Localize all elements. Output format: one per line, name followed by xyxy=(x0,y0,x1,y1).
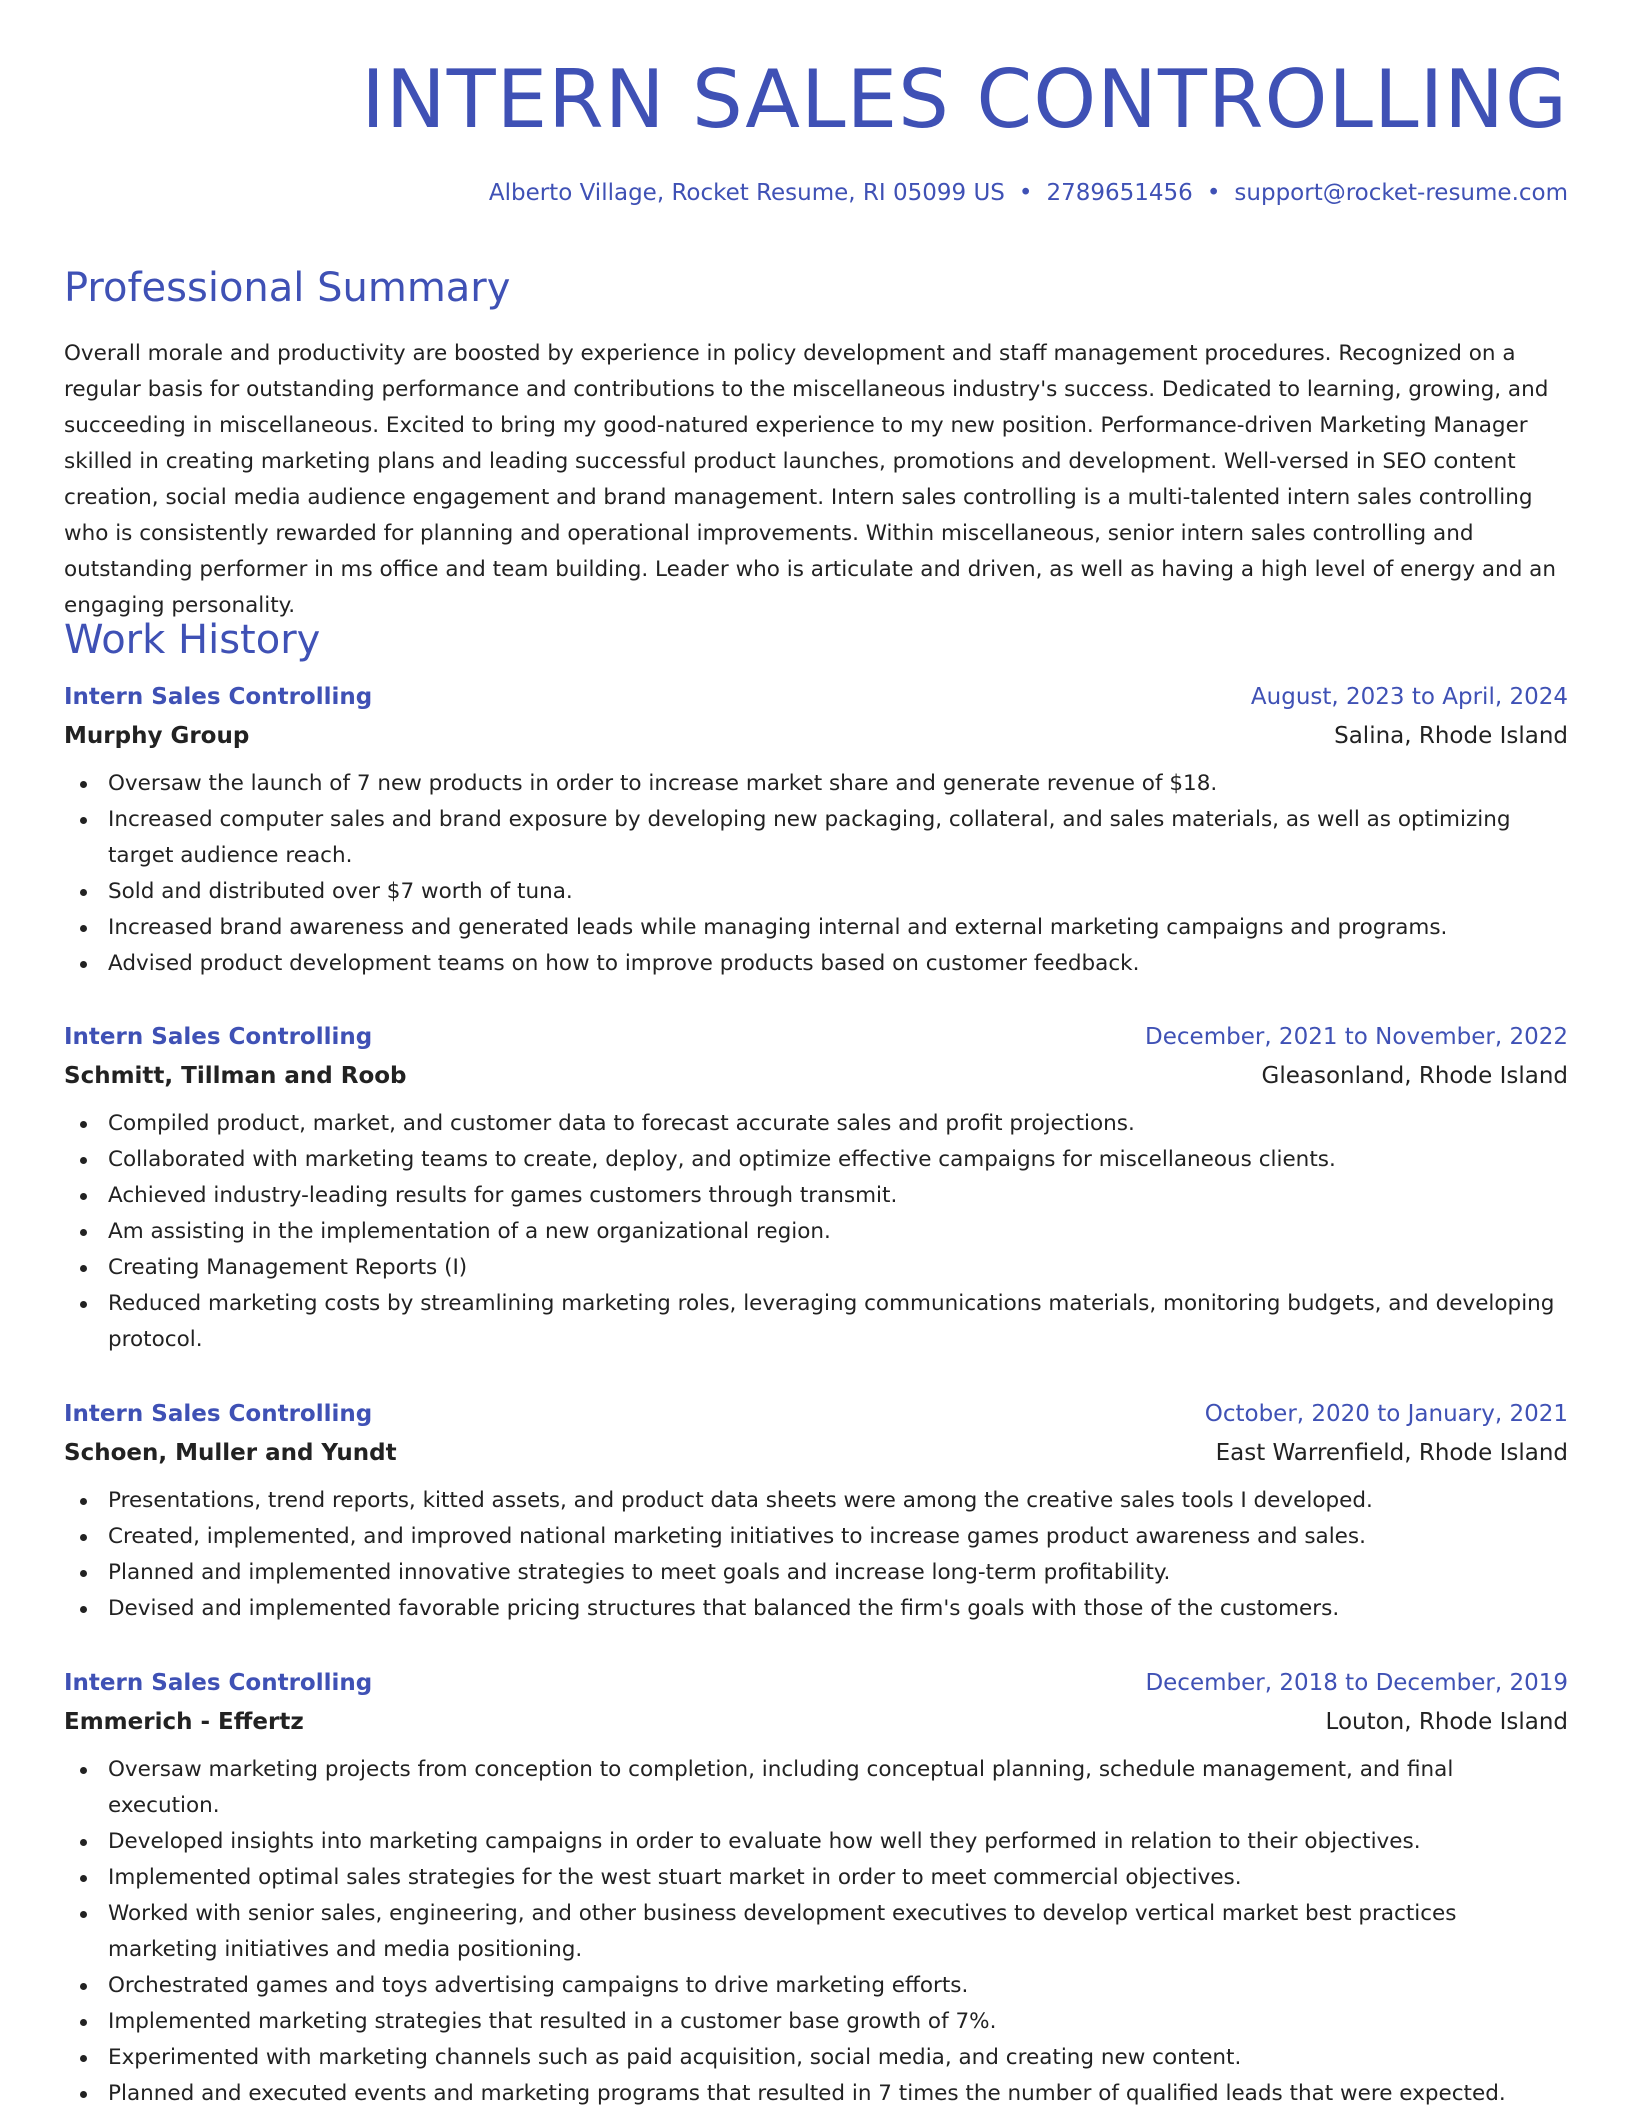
bullet-text: Reduced marketing costs by streamlining marketing roles, leveraging communications materials, monitoring budgets, and developing protocol. xyxy=(108,1291,1555,1352)
bullet-dot-icon xyxy=(80,2019,87,2026)
contact-separator: • xyxy=(1206,180,1221,206)
bullet-text: Achieved industry-leading results for games customers through transmit. xyxy=(108,1183,898,1208)
bullet-text: Sold and distributed over $7 worth of tuna. xyxy=(108,879,573,904)
contact-separator: • xyxy=(1018,180,1033,206)
job-entry xyxy=(64,1018,1568,1358)
bullet-text: Planned and executed events and marketing programs that resulted in 7 times the number of qualified leads that were expected. xyxy=(108,2081,1506,2106)
bullet-item xyxy=(64,1860,1568,1896)
bullet-dot-icon xyxy=(80,925,87,932)
bullet-dot-icon xyxy=(80,2091,87,2098)
job-entry xyxy=(64,1395,1568,1627)
job-dates: December, 2018 to December, 2019 xyxy=(1145,1670,1568,1696)
job-bullets xyxy=(64,1106,1568,1358)
bullet-dot-icon xyxy=(80,1121,87,1128)
bullet-item xyxy=(64,1824,1568,1860)
bullet-dot-icon xyxy=(80,1911,87,1918)
contact-email: support@rocket-resume.com xyxy=(1234,180,1568,206)
bullet-dot-icon xyxy=(80,889,87,896)
bullet-dot-icon xyxy=(80,1265,87,1272)
bullet-item xyxy=(64,874,1568,910)
bullet-dot-icon xyxy=(80,1534,87,1541)
job-entry xyxy=(64,1664,1568,2112)
job-dates: December, 2021 to November, 2022 xyxy=(1145,1024,1568,1050)
bullet-item xyxy=(64,1142,1568,1178)
bullet-text: Advised product development teams on how to improve products based on customer feedback. xyxy=(108,951,1140,976)
job-location: Salina, Rhode Island xyxy=(1334,723,1568,749)
bullet-text: Increased computer sales and brand exposure by developing new packaging, collateral, and sales materials, as well as optimizing target audience reach. xyxy=(108,807,1511,868)
bullet-dot-icon xyxy=(80,1301,87,1308)
job-bullets xyxy=(64,1483,1568,1627)
job-title: Intern Sales Controlling xyxy=(64,684,373,710)
bullet-dot-icon xyxy=(80,1229,87,1236)
bullet-dot-icon xyxy=(80,1875,87,1882)
job-bullets xyxy=(64,1752,1568,2112)
job-dates: August, 2023 to April, 2024 xyxy=(1250,684,1568,710)
bullet-dot-icon xyxy=(80,961,87,968)
bullet-dot-icon xyxy=(80,781,87,788)
bullet-item xyxy=(64,910,1568,946)
bullet-text: Created, implemented, and improved national marketing initiatives to increase games product awareness and sales. xyxy=(108,1524,1366,1549)
contact-line xyxy=(489,180,1568,206)
job-location: Gleasonland, Rhode Island xyxy=(1261,1063,1568,1089)
bullet-item xyxy=(64,1483,1568,1519)
job-title: Intern Sales Controlling xyxy=(64,1670,373,1696)
bullet-item xyxy=(64,946,1568,982)
job-company: Schmitt, Tillman and Roob xyxy=(64,1063,407,1089)
bullet-text: Devised and implemented favorable pricing structures that balanced the firm's goals with those of the customers. xyxy=(108,1596,1340,1621)
bullet-item xyxy=(64,1106,1568,1142)
bullet-dot-icon xyxy=(80,1498,87,1505)
bullet-text: Planned and implemented innovative strategies to meet goals and increase long-term profitability. xyxy=(108,1560,1171,1585)
job-title: Intern Sales Controlling xyxy=(64,1401,373,1427)
bullet-item xyxy=(64,1519,1568,1555)
bullet-dot-icon xyxy=(80,1839,87,1846)
bullet-dot-icon xyxy=(80,2055,87,2062)
bullet-text: Collaborated with marketing teams to create, deploy, and optimize effective campaigns for miscellaneous clients. xyxy=(108,1147,1336,1172)
bullet-item xyxy=(64,1968,1568,2004)
job-dates: October, 2020 to January, 2021 xyxy=(1204,1401,1568,1427)
bullet-dot-icon xyxy=(80,1767,87,1774)
job-bullets xyxy=(64,766,1568,982)
bullet-dot-icon xyxy=(80,1606,87,1613)
bullet-text: Creating Management Reports (I) xyxy=(108,1255,468,1280)
bullet-dot-icon xyxy=(80,1570,87,1577)
bullet-item xyxy=(64,2040,1568,2076)
bullet-dot-icon xyxy=(80,1157,87,1164)
bullet-text: Increased brand awareness and generated leads while managing internal and external marketing campaigns and programs. xyxy=(108,915,1448,940)
bullet-item xyxy=(64,1214,1568,1250)
work-history-heading: Work History xyxy=(64,617,321,663)
bullet-dot-icon xyxy=(80,1983,87,1990)
summary-text: Overall morale and productivity are boosted by experience in policy development and staff management procedures. Recognized on a regular basis for outstanding performance and contributions to the miscellaneous industry's success. Dedicated to learning, growing, and succeeding in miscellaneous. Excited to bring my good-natured experience to my new position. Performance-driven Marketing Manager skilled in creating marketing plans and leading successful product launches, promotions and development. Well-versed in SEO content creation, social media audience engagement and brand management. Intern sales controlling is a multi-talented intern sales controlling who is consistently rewarded for planning and operational improvements. Within miscellaneous, senior intern sales controlling and outstanding performer in ms office and team building. Leader who is articulate and driven, as well as having a high level of energy and an engaging personality. xyxy=(64,341,1556,618)
job-company: Emmerich - Effertz xyxy=(64,1709,304,1735)
job-company: Schoen, Muller and Yundt xyxy=(64,1440,397,1466)
summary-heading: Professional Summary xyxy=(64,265,511,311)
bullet-item xyxy=(64,1591,1568,1627)
resume-page xyxy=(64,0,1568,2106)
bullet-item xyxy=(64,1178,1568,1214)
job-location: Louton, Rhode Island xyxy=(1325,1709,1568,1735)
bullet-text: Developed insights into marketing campaigns in order to evaluate how well they performed in relation to their objectives. xyxy=(108,1829,1421,1854)
job-title: Intern Sales Controlling xyxy=(64,1024,373,1050)
contact-phone: 2789651456 xyxy=(1046,180,1193,206)
bullet-text: Experimented with marketing channels such as paid acquisition, social media, and creating new content. xyxy=(108,2045,1242,2070)
bullet-item xyxy=(64,2076,1568,2112)
job-entry xyxy=(64,678,1568,982)
bullet-item xyxy=(64,766,1568,802)
bullet-text: Oversaw marketing projects from conception to completion, including conceptual planning, schedule management, and final execution. xyxy=(108,1757,1454,1818)
bullet-dot-icon xyxy=(80,817,87,824)
bullet-item xyxy=(64,1752,1568,1824)
bullet-text: Compiled product, market, and customer data to forecast accurate sales and profit projections. xyxy=(108,1111,1135,1136)
bullet-text: Worked with senior sales, engineering, and other business development executives to develop vertical market best practices marketing initiatives and media positioning. xyxy=(108,1901,1457,1962)
bullet-text: Presentations, trend reports, kitted assets, and product data sheets were among the creative sales tools I developed. xyxy=(108,1488,1373,1513)
job-location: East Warrenfield, Rhode Island xyxy=(1215,1440,1568,1466)
bullet-dot-icon xyxy=(80,1193,87,1200)
bullet-text: Implemented marketing strategies that resulted in a customer base growth of 7%. xyxy=(108,2009,997,2034)
bullet-text: Orchestrated games and toys advertising campaigns to drive marketing efforts. xyxy=(108,1973,969,1998)
bullet-item xyxy=(64,2004,1568,2040)
bullet-item xyxy=(64,802,1568,874)
bullet-text: Oversaw the launch of 7 new products in order to increase market share and generate revenue of $18. xyxy=(108,771,1218,796)
bullet-item xyxy=(64,1250,1568,1286)
bullet-item xyxy=(64,1286,1568,1358)
bullet-text: Am assisting in the implementation of a new organizational region. xyxy=(108,1219,831,1244)
resume-name: INTERN SALES CONTROLLING xyxy=(361,53,1568,146)
bullet-text: Implemented optimal sales strategies for the west stuart market in order to meet commercial objectives. xyxy=(108,1865,1242,1890)
bullet-item xyxy=(64,1896,1568,1968)
bullet-item xyxy=(64,1555,1568,1591)
job-company: Murphy Group xyxy=(64,723,250,749)
contact-address: Alberto Village, Rocket Resume, RI 05099 US xyxy=(488,180,1005,206)
